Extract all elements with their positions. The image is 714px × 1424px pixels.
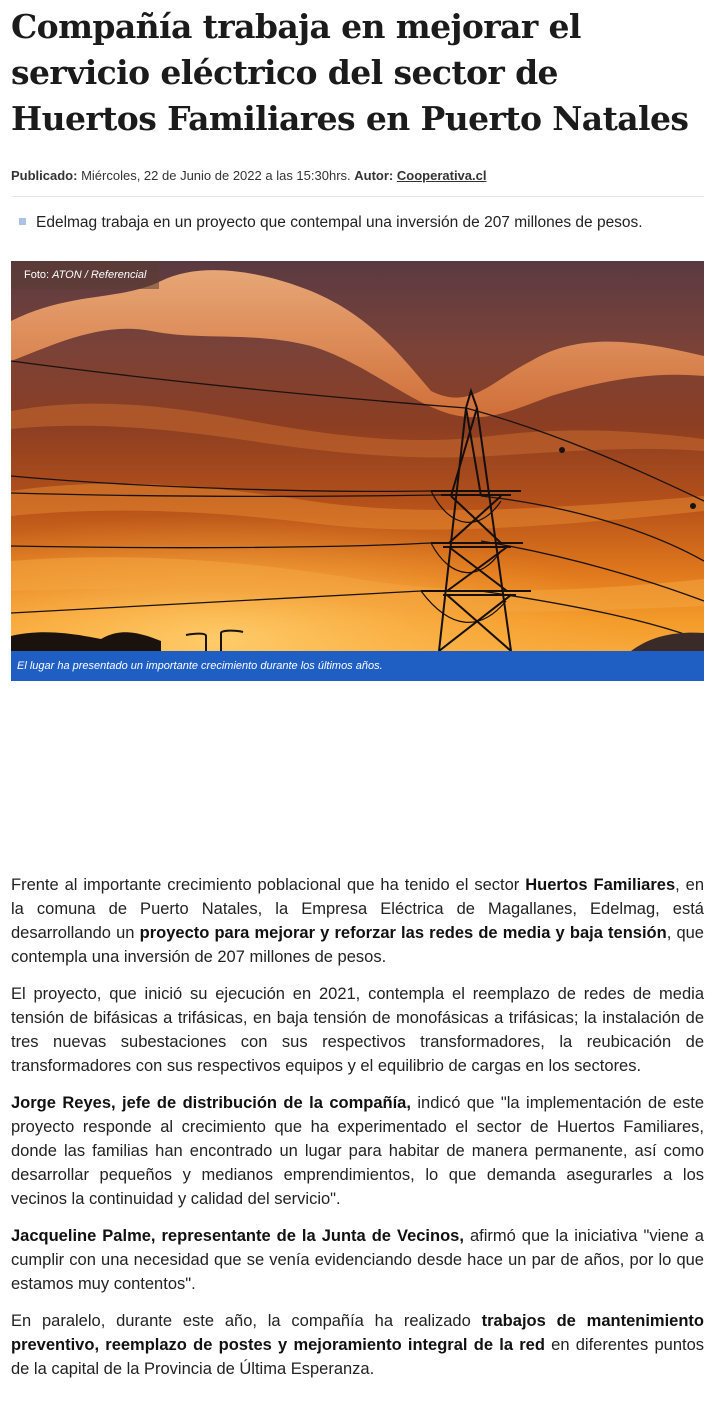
paragraph-text: , en la comuna de Puerto Natales, la Empresa Eléctrica de Magallanes, Edelmag, está desarrollando un — [11, 876, 704, 942]
article — [11, 0, 705, 1378]
article-title: Compañía trabaja en mejorar el servicio eléctrico del sector de Huertos Familiares en Puerto Natales — [11, 7, 689, 138]
bold-text: Jacqueline Palme, representante de la Junta de Vecinos, — [11, 1227, 464, 1245]
sunset-power-tower-photo — [11, 261, 704, 651]
article-figure — [11, 261, 704, 681]
paragraph-text: , que contempla una inversión de 207 millones de pesos. — [11, 924, 704, 966]
paragraph-text: En paralelo, durante este año, la compañía ha realizado — [11, 1312, 482, 1330]
paragraph-text: afirmó que la iniciativa "viene a cumplir con una necesidad que se venía evidenciando desde hace un par de años, por lo que estamos muy contentos". — [11, 1227, 704, 1293]
article-body — [11, 873, 704, 1394]
bold-text: Jorge Reyes, jefe de distribución de la compañía, — [11, 1094, 411, 1112]
body-paragraph — [11, 1309, 704, 1381]
bullet-square-icon — [19, 218, 26, 225]
paragraph-text: indicó que "la implementación de este proyecto responde al crecimiento que ha experimentado el sector de Huertos Familiares, donde las familias han encontrado un lugar para habitar de manera permanente, así como desarrollar pequeños y medianos emprendimientos, lo que demanda asegurarles a los vecinos la continuidad y calidad del servicio". — [11, 1094, 704, 1208]
paragraph-text: Frente al importante crecimiento poblacional que ha tenido el sector — [11, 876, 526, 894]
paragraph-text: en diferentes puntos de la capital de la Provincia de Última Esperanza. — [11, 1336, 705, 1378]
body-paragraph — [11, 982, 704, 1078]
lead-bullet — [19, 214, 704, 232]
body-paragraph — [11, 873, 704, 969]
photo-credit — [11, 261, 159, 289]
body-paragraph — [11, 1224, 704, 1296]
photo-caption: El lugar ha presentado un importante crecimiento durante los últimos años. — [11, 651, 704, 681]
published-date: Miércoles, 22 de Junio de 2022 a las 15:30hrs. — [81, 168, 351, 183]
bold-text: trabajos de mantenimiento preventivo, reemplazo de postes y mejoramiento integral de la red — [11, 1312, 704, 1354]
author-link[interactable]: Cooperativa.cl — [396, 168, 487, 183]
credit-value: ATON / Referencial — [52, 269, 147, 281]
bold-text: Huertos Familiares — [525, 876, 676, 894]
paragraph-text: El proyecto, que inició su ejecución en 2021, contempla el reemplazo de redes de media tensión de bifásicas a trifásicas, en baja tensión de monofásicas a trifásicas; la instalación de tres nuevas subestaciones con sus respectivos transformadores, la reubicación de transformadores con sus respectivos equipos y el equilibrio de cargas en los sectores. — [11, 985, 704, 1075]
article-meta — [11, 168, 704, 197]
credit-label: Foto: — [24, 269, 50, 281]
lead-text: Edelmag trabaja en un proyecto que contempal una inversión de 207 millones de pesos. — [36, 214, 643, 231]
bold-text: proyecto para mejorar y reforzar las redes de media y baja tensión — [139, 924, 667, 942]
published-label: Publicado: — [11, 168, 78, 183]
body-paragraph — [11, 1091, 704, 1211]
author-label: Autor: — [354, 168, 394, 183]
